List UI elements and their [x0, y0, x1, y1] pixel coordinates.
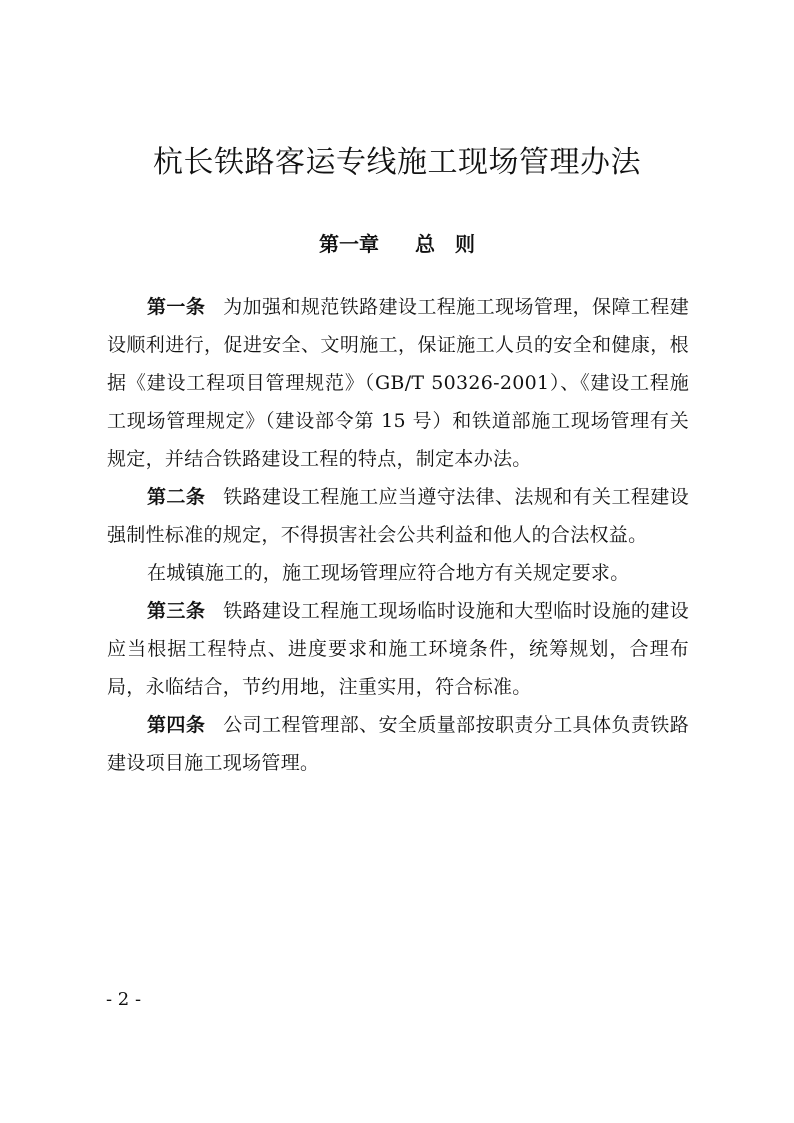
article-1 — [107, 288, 689, 478]
article-label: 第一条 — [147, 296, 206, 318]
article-2 — [107, 478, 689, 554]
article-text: 铁路建设工程施工应当遵守法律、法规和有关工程建设强制性标准的规定，不得损害社会公共利益和他人的合法权益。 — [107, 486, 689, 546]
article-text: 在城镇施工的，施工现场管理应符合地方有关规定要求。 — [147, 562, 630, 584]
chapter-name: 总 则 — [415, 232, 475, 256]
chapter-heading — [0, 228, 794, 260]
article-4 — [107, 706, 689, 782]
article-text: 为加强和规范铁路建设工程施工现场管理，保障工程建设顺利进行，促进安全、文明施工，保证施工人员的安全和健康，根据《建设工程项目管理规范》（GB/T 50326-2001）、《建设工程施工现场管理规定》（建设部令第 15 号）和铁道部施工现场管理有关规定，并结合铁路建设工程的特点，制定本办法。 — [107, 296, 689, 470]
article-label: 第二条 — [147, 486, 206, 508]
page-number: - 2 - — [106, 989, 142, 1010]
article-label: 第三条 — [147, 600, 206, 622]
article-3 — [107, 592, 689, 706]
page-title: 杭长铁路客运专线施工现场管理办法 — [153, 145, 641, 180]
document-body — [107, 288, 689, 782]
article-2-supplement — [107, 554, 689, 592]
article-text: 公司工程管理部、安全质量部按职责分工具体负责铁路建设项目施工现场管理。 — [107, 714, 689, 774]
article-text: 铁路建设工程施工现场临时设施和大型临时设施的建设应当根据工程特点、进度要求和施工环境条件，统筹规划，合理布局，永临结合，节约用地，注重实用，符合标准。 — [107, 600, 689, 698]
article-label: 第四条 — [147, 714, 206, 736]
chapter-number: 第一章 — [319, 232, 379, 256]
